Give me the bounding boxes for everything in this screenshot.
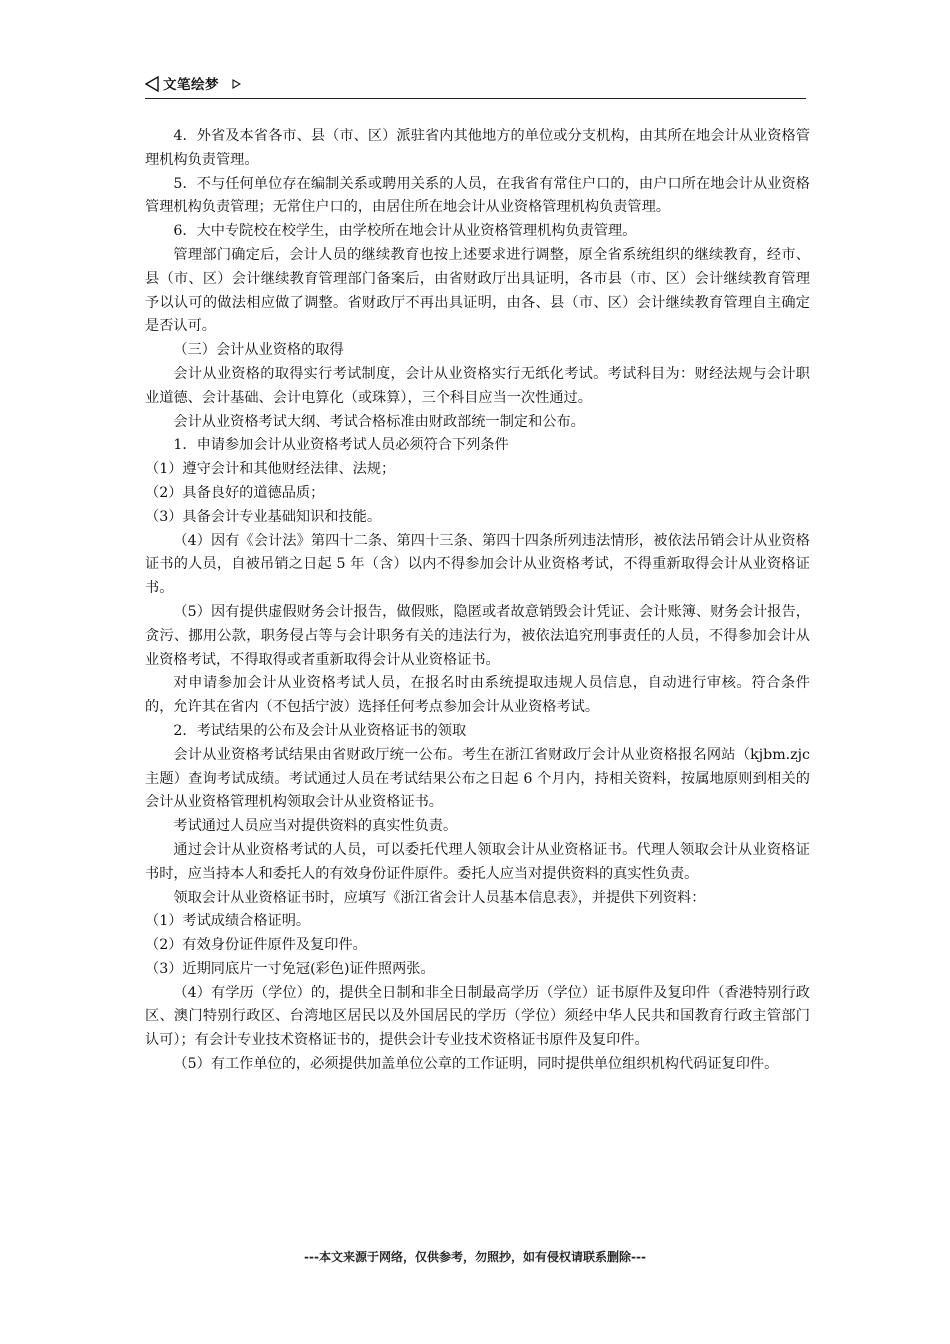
triangle-left-outline-icon <box>145 76 159 92</box>
page-header <box>145 74 806 99</box>
paragraph: 5．不与任何单位存在编制关系或聘用关系的人员，在我省有常住户口的，由户口所在地会计从业资格管理机构负责管理；无常住户口的，由居住所在地会计从业资格管理机构负责管理。 <box>145 175 810 216</box>
subsection-heading: 1．申请参加会计从业资格考试人员必须符合下列条件 <box>173 437 509 454</box>
paragraph: 对申请参加会计从业资格考试人员，在报名时由系统提取违规人员信息，自动进行审核。符合条件的，允许其在省内（不包括宁波）选择任何考点参加会计从业资格考试。 <box>145 675 810 716</box>
paragraph: 会计从业资格考试大纲、考试合格标准由财政部统一制定和公布。 <box>173 413 585 430</box>
list-item: （2）有效身份证件原件及复印件。 <box>145 937 367 954</box>
list-item: （2）具备良好的道德品质； <box>145 484 325 501</box>
paragraph: 4．外省及本省各市、县（市、区）派驻省内其他地方的单位或分支机构，由其所在地会计从业资格管理机构负责管理。 <box>145 128 810 168</box>
paragraph: 会计从业资格考试结果由省财政厅统一公布。考生在浙江省财政厅会计从业资格报名网站（kjbm.zjc 主题）查询考试成绩。考试通过人员在考试结果公布之日起 6 个月内，持相关资料，按属地原则到相关的会计从业资格管理机构领取会计从业资格证书。 <box>145 746 810 811</box>
section-heading: （三）会计从业资格的取得 <box>173 342 344 359</box>
document-body <box>145 125 810 1077</box>
brand-title: 文笔绘梦 <box>163 77 219 93</box>
list-item: （4）因有《会计法》第四十二条、第四十三条、第四十四条所列违法情形，被依法吊销会计从业资格证书的人员，自被吊销之日起 5 年（含）以内不得参加会计从业资格考试，不得重新取得会计从业资格证书。 <box>145 532 810 597</box>
list-item: （1）考试成绩合格证明。 <box>145 913 311 930</box>
paragraph: 通过会计从业资格考试的人员，可以委托代理人领取会计从业资格证书。代理人领取会计从业资格证书时，应当持本人和委托人的有效身份证件原件。委托人应当对提供资料的真实性负责。 <box>145 841 810 882</box>
paragraph: 6．大中专院校在校学生，由学校所在地会计从业资格管理机构负责管理。 <box>173 223 637 240</box>
list-item: （5）有工作单位的，必须提供加盖单位公章的工作证明，同时提供单位组织机构代码证复印件。 <box>173 1056 779 1073</box>
triangle-right-outline-icon <box>232 79 241 89</box>
list-item: （1）遵守会计和其他财经法律、法规； <box>145 461 396 478</box>
list-item: （3）近期同底片一寸免冠(彩色)证件照两张。 <box>145 960 435 977</box>
list-item: （3）具备会计专业基础知识和技能。 <box>145 508 382 525</box>
paragraph: 领取会计从业资格证书时，应填写《浙江省会计人员基本信息表》，并提供下列资料： <box>173 889 706 906</box>
paragraph: 管理部门确定后，会计人员的继续教育也按上述要求进行调整，原全省系统组织的继续教育，经市、县（市、区）会计继续教育管理部门备案后，由省财政厅出具证明，各市县（市、区）会计继续教育管理予以认可的做法相应做了调整。省财政厅不再出具证明，由各、县（市、区）会计继续教育管理自主确定是否认可。 <box>145 246 810 335</box>
paragraph: 考试通过人员应当对提供资料的真实性负责。 <box>173 818 458 835</box>
subsection-heading: 2．考试结果的公布及会计从业资格证书的领取 <box>173 722 467 739</box>
list-item: （4）有学历（学位）的，提供全日制和非全日制最高学历（学位）证书原件及复印件（香港特别行政区、澳门特别行政区、台湾地区居民以及外国居民的学历（学位）须经中华人民共和国教育行政主管部门认可）；有会计专业技术资格证书的，提供会计专业技术资格证书原件及复印件。 <box>145 984 810 1049</box>
paragraph: 会计从业资格的取得实行考试制度，会计从业资格实行无纸化考试。考试科目为：财经法规与会计职业道德、会计基础、会计电算化（或珠算），三个科目应当一次性通过。 <box>145 365 810 406</box>
list-item: （5）因有提供虚假财务会计报告，做假账，隐匿或者故意销毁会计凭证、会计账簿、财务会计报告，贪污、挪用公款，职务侵占等与会计职务有关的违法行为，被依法追究刑事责任的人员，不得参加会计从业资格考试，不得取得或者重新取得会计从业资格证书。 <box>145 603 810 668</box>
footer-disclaimer: ---本文来源于网络，仅供参考，勿照抄，如有侵权请联系删除--- <box>304 1250 646 1264</box>
